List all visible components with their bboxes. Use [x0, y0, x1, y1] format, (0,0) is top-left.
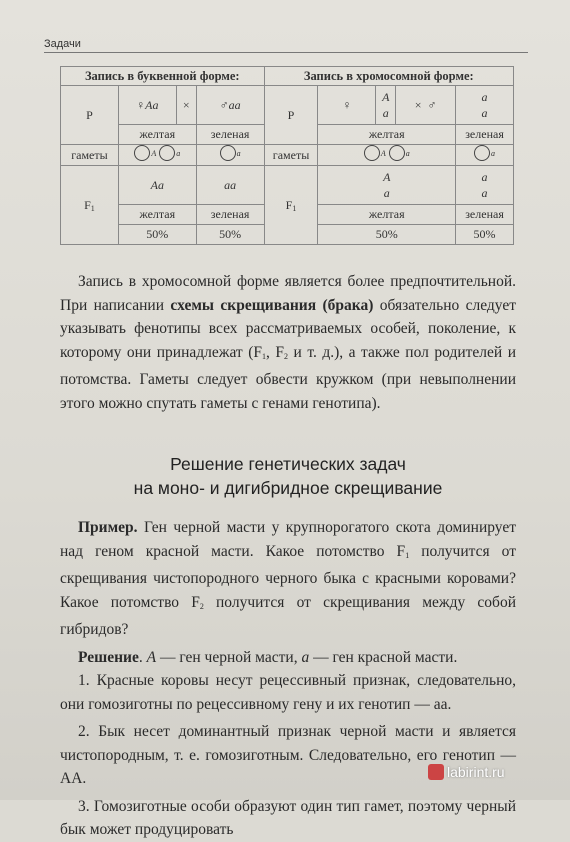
section-title: Решение генетических задач на моно- и дигибридное скрещивание: [133, 454, 443, 498]
f1-left-yellow: желтая: [118, 205, 196, 225]
f1-left-green-percent: 50%: [196, 225, 264, 245]
running-header: Задачи: [44, 38, 81, 50]
f1-right-dominant-chromosomes: A a: [318, 166, 456, 205]
labirint-logo-icon: [428, 764, 444, 780]
f1-right-yellow: желтая: [318, 205, 456, 225]
right-male-gametes: a: [456, 145, 514, 166]
right-female-chromosomes: A a: [376, 86, 396, 125]
f1-right-green: зеленая: [456, 205, 514, 225]
gamete-circle-icon: [364, 145, 380, 161]
right-phenotype-yellow: желтая: [318, 125, 456, 145]
f1-right-green-percent: 50%: [456, 225, 514, 245]
f1-right-recessive-chromosomes: a a: [456, 166, 514, 205]
right-phenotype-green: зеленая: [456, 125, 514, 145]
f1-left-yellow-percent: 50%: [118, 225, 196, 245]
header-rule: [44, 52, 528, 53]
cross-scheme-term: схемы скрещивания (брака): [170, 296, 374, 314]
example-label: Пример.: [78, 519, 138, 536]
right-female-symbol: [318, 86, 376, 125]
f1-label: $F_1$: [61, 166, 119, 245]
left-female-gametes: A a: [118, 145, 196, 166]
table-head-letter-form: Запись в буквенной форме:: [61, 67, 265, 86]
left-phenotype-green: зеленая: [196, 125, 264, 145]
left-male-gametes: a: [196, 145, 264, 166]
step-1: 1. Красные коровы несут рецессивный признак, следовательно, они гомозиготны по рецессивному гену и их генотип — аа.: [60, 672, 516, 713]
cross-sign: ×: [176, 86, 196, 125]
example-paragraph: Пример. Ген черной масти у крупнорогатого скота доминирует над геном красной масти. Какое потомство $F_1$ получится от скрещивания чистопородного черного быка с красными коровами? Какое потомство $F_2$ получится от скрещивания между собой гибридов? Решение. A — ген черной масти, a — ген красной масти. 1. Красные коровы несут рецессивный признак, следовательно, они гомозиготны по рецессивному гену и их генотип — аа. 2. Бык несет доминантный признак черной масти и является чистопородным, т. е. гомозиготным. Следовательно, его генотип — AA. 3. Гомозиготные особи образуют один тип гамет, поэтому черный бык может продуцировать: [60, 516, 516, 842]
left-female-genotype: ♀Aa: [118, 86, 176, 125]
gametes-label: гаметы: [61, 145, 119, 166]
left-phenotype-yellow: желтая: [118, 125, 196, 145]
watermark: labirint.ru: [428, 764, 505, 780]
genetics-cross-table: [60, 66, 514, 245]
male-symbol-icon: ♂: [427, 97, 437, 112]
f1-label-right: $F_1$: [264, 166, 318, 245]
f1-left-recessive-genotype: aa: [196, 166, 264, 205]
female-symbol-icon: ♀: [342, 97, 352, 112]
male-symbol-icon: ♂: [219, 97, 229, 112]
gamete-circle-icon: [389, 145, 405, 161]
table-head-chromosome-form: Запись в хромосомной форме:: [264, 67, 513, 86]
notation-paragraph: Запись в хромосомной форме является более предпочтительной. При написании схемы скрещивания (брака) обязательно следует указывать фенотипы всех рассматриваемых особей, поколение, к которому они принадлежат ($F_1$, $F_2$ и т. д.), а также пол родителей и потомства. Гаметы следует обвести кружком (при невыполнении этого можно спутать гаметы с генами генотипа).: [60, 273, 517, 412]
female-symbol-icon: ♀: [136, 97, 146, 112]
f1-left-dominant-genotype: Aa: [118, 166, 196, 205]
step-3: 3. Гомозиготные особи образуют один тип гамет, поэтому черный бык может продуцировать: [60, 797, 516, 838]
gamete-circle-icon: [474, 145, 490, 161]
gamete-circle-icon: [220, 145, 236, 161]
right-male-chromosomes: a a: [456, 86, 514, 125]
step-2: 2. Бык несет доминантный признак черной масти и является чистопородным, т. е. гомозиготным. Следовательно, его генотип — AA.: [60, 723, 516, 787]
parents-label-right: P: [264, 86, 318, 145]
f1-right-yellow-percent: 50%: [318, 225, 456, 245]
cross-sign-right: × ♂: [396, 86, 456, 125]
solution-label: Решение: [78, 648, 139, 666]
parents-label: P: [61, 86, 119, 145]
gametes-label-right: гаметы: [264, 145, 318, 166]
gamete-circle-icon: [134, 145, 150, 161]
left-male-genotype: ♂aa: [196, 86, 264, 125]
right-female-gametes: A a: [318, 145, 456, 166]
f1-left-green: зеленая: [196, 205, 264, 225]
gamete-circle-icon: [159, 145, 175, 161]
